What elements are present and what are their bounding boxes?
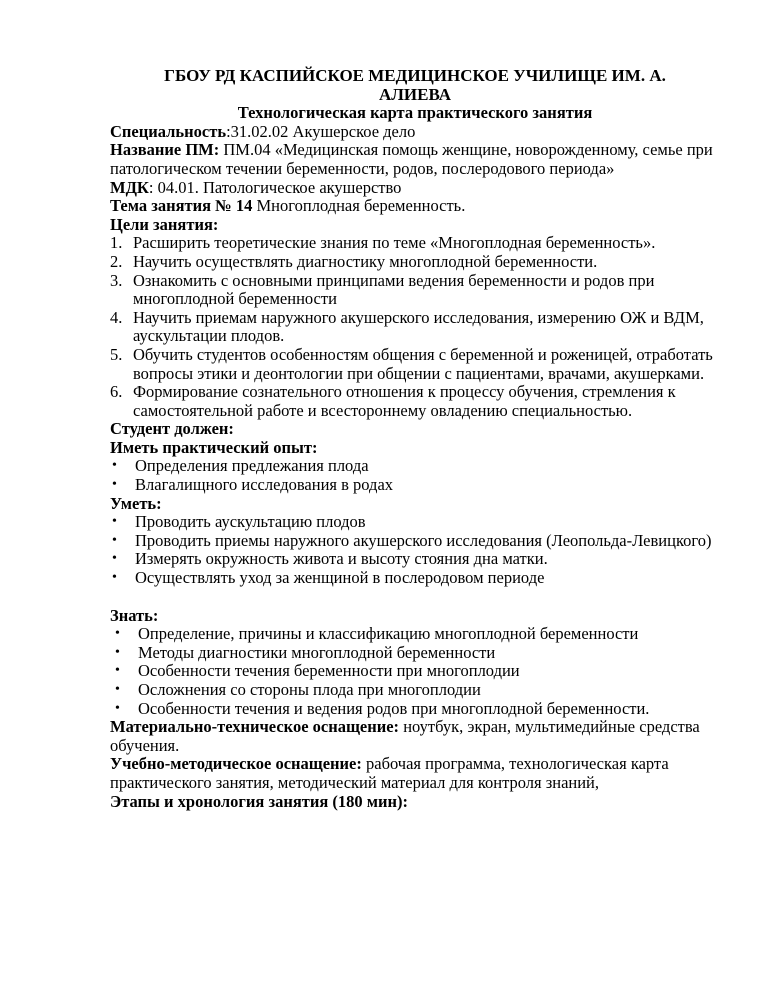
specialty-line (110, 123, 720, 142)
org-name-line2: АЛИЕВА (378, 84, 452, 104)
student-heading: Студент должен: (110, 419, 234, 439)
experience-list (110, 457, 720, 494)
topic-label: Тема занятия № 14 (110, 196, 253, 216)
methodical-equipment-line (110, 755, 720, 792)
bullet-icon: • (112, 477, 117, 493)
bullet-icon: • (115, 663, 120, 679)
specialty-label: Специальность (110, 121, 227, 141)
bullet-icon: • (115, 682, 120, 697)
knowledge-heading: Знать: (110, 605, 159, 625)
bullet-icon: • (112, 551, 117, 567)
list-item: • Измерять окружность живота и высоту стояния дна матки. (112, 549, 548, 569)
bullet-icon: • (112, 458, 117, 474)
list-item: • Особенности течения беременности при многоплодии (115, 661, 520, 681)
list-item: 3. Ознакомить с основными принципами ведения беременности и родов при многоплодной беременности (110, 270, 655, 309)
pm-label: Название ПМ: (110, 140, 220, 160)
list-item: • Определения предлежания плода (112, 456, 369, 476)
list-item: • Влагалищного исследования в родах (112, 475, 394, 495)
goals-list (110, 234, 720, 420)
pm-line (110, 141, 720, 178)
bullet-icon: • (112, 570, 117, 586)
material-equipment-line (110, 718, 720, 755)
skills-list (110, 513, 720, 587)
material-equipment-label: Материально-техническое оснащение: (110, 717, 400, 737)
list-item: 1. Расширить теоретические знания по теме «Многоплодная беременность». (110, 233, 656, 253)
methodical-equipment-label: Учебно-методическое оснащение: (110, 754, 362, 774)
pm-value: ПМ.04 «Медицинская помощь женщине, новорожденному, семье при патологическом течении беременности, родов, послеродового периода» (110, 140, 713, 178)
mdk-line (110, 179, 720, 198)
document-page (110, 67, 720, 811)
topic-line (110, 197, 720, 216)
skills-heading: Уметь: (110, 493, 162, 513)
bullet-icon: • (115, 700, 120, 716)
goals-heading: Цели занятия: (110, 214, 219, 234)
bullet-icon: • (115, 626, 120, 642)
list-item: 6. Формирование сознательного отношения к процессу обучения, стремления к самостоятельной работе и всестороннему овладению специальностью. (110, 382, 676, 420)
list-item: • Особенности течения и ведения родов при многоплодной беременности. (115, 698, 650, 718)
bullet-icon: • (112, 514, 117, 530)
topic-value: Многоплодная беременность. (252, 196, 466, 216)
material-equipment-value: ноутбук, экран, мультимедийные средства обучения. (110, 717, 700, 755)
list-item: • Осуществлять уход за женщиной в послеродовом периоде (112, 568, 545, 588)
bullet-icon: • (115, 644, 120, 660)
list-item: • Определение, причины и классификацию многоплодной беременности (115, 624, 639, 644)
mdk-value: : 04.01. Патологическое акушерство (148, 177, 402, 197)
spacer (110, 588, 720, 607)
knowledge-list (110, 625, 720, 718)
document-title: Технологическая карта практического занятия (237, 103, 593, 123)
org-name-line1: ГБОУ РД КАСПИЙСКОЕ МЕДИЦИНСКОЕ УЧИЛИЩЕ ИМ. А. (164, 66, 666, 85)
list-item: • Осложнения со стороны плода при многоплодии (115, 680, 481, 699)
experience-heading: Иметь практический опыт: (110, 437, 318, 457)
list-item: • Методы диагностики многоплодной беременности (115, 642, 496, 662)
mdk-label: МДК (110, 177, 149, 197)
stages-heading: Этапы и хронология занятия (180 мин): (110, 791, 409, 811)
list-item: 4. Научить приемам наружного акушерского исследования, измерению ОЖ и ВДМ, аускультации плодов. (110, 307, 704, 346)
list-item: • Проводить приемы наружного акушерского исследования (Леопольда-Левицкого) (112, 530, 712, 550)
list-item: • Проводить аускультацию плодов (112, 512, 366, 532)
list-item: 5. Обучить студентов особенностям общения с беременной и роженицей, отработать вопросы этики и деонтологии при общении с пациентами, врачами, акушерками. (110, 344, 713, 383)
bullet-icon: • (112, 532, 117, 548)
methodical-equipment-value: рабочая программа, технологическая карта практического занятия, методический материал для контроля знаний, (110, 754, 669, 792)
specialty-value: :31.02.02 Акушерское дело (226, 121, 416, 141)
list-item: 2. Научить осуществлять диагностику многоплодной беременности. (110, 251, 598, 271)
